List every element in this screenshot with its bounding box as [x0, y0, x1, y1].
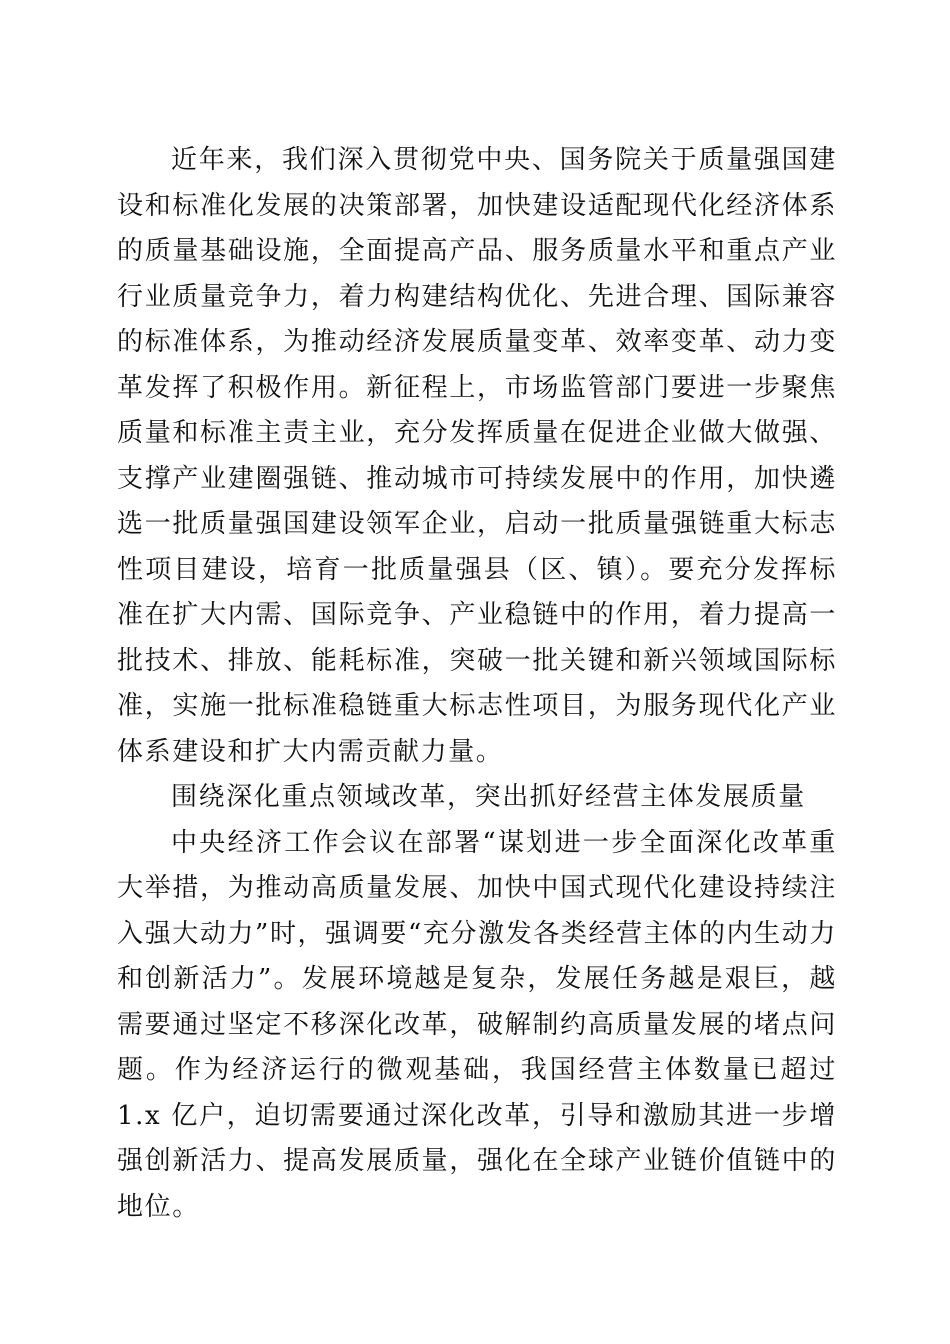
body-paragraph-1: 近年来，我们深入贯彻党中央、国务院关于质量强国建设和标准化发展的决策部署，加快建设适配现代化经济体系的质量基础设施，全面提高产品、服务质量水平和重点产业行业质量竞争力，着力构建结构优化、先进合理、国际兼容的标准体系，为推动经济发展质量变革、效率变革、动力变革发挥了积极作用。新征程上，市场监管部门要进一步聚焦质量和标准主责主业，充分发挥质量在促进企业做大做强、支撑产业建圈强链、推动城市可持续发展中的作用，加快遴选一批质量强国建设领军企业，启动一批质量强链重大标志性项目建设，培育一批质量强县（区、镇）。要充分发挥标准在扩大内需、国际竞争、产业稳链中的作用，着力提高一批技术、排放、能耗标准，突破一批关键和新兴领域国际标准，实施一批标准稳链重大标志性项目，为服务现代化产业体系建设和扩大内需贡献力量。 — [117, 145, 837, 767]
body-paragraph-2: 中央经济工作会议在部署“谋划进一步全面深化改革重大举措，为推动高质量发展、加快中国式现代化建设持续注入强大动力”时，强调要“充分激发各类经营主体的内生动力和创新活力”。发展环境越是复杂，发展任务越是艰巨，越需要通过坚定不移深化改革，破解制约高质量发展的堵点问题。作为经济运行的微观基础，我国经营主体数量已超过 1.x 亿户，迫切需要通过深化改革，引导和激励其进一步增强创新活力、提高发展质量，强化在全球产业链价值链中的地位。 — [117, 827, 837, 1222]
document-body — [117, 138, 837, 1230]
section-heading: 围绕深化重点领域改革，突出抓好经营主体发展质量 — [171, 782, 806, 812]
